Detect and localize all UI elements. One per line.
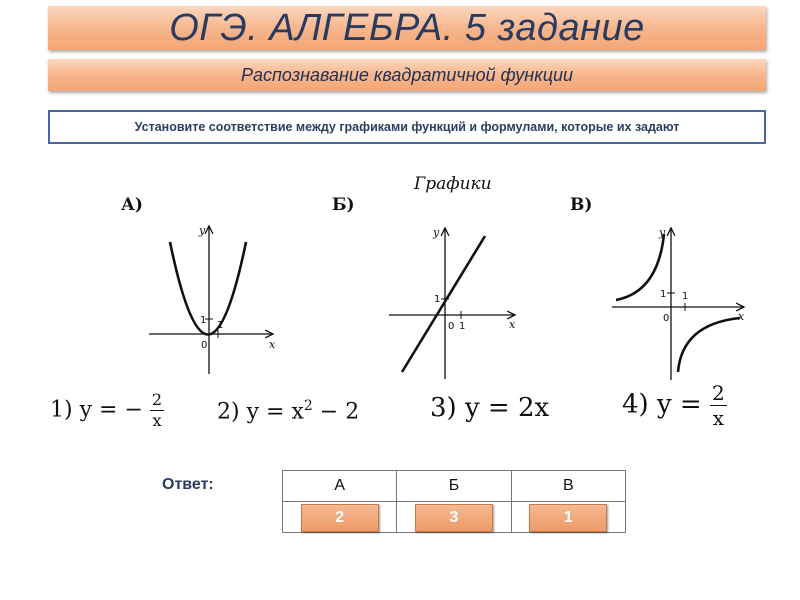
answer-header-a: А (283, 471, 397, 502)
answer-badge-b[interactable]: 3 (415, 504, 493, 532)
formula-2-power: 2 (303, 398, 313, 414)
graph-v-x-label: x (738, 310, 745, 323)
formula-1-number: 1) (50, 397, 73, 423)
formula-1 (50, 392, 164, 429)
graph-b-label: Б) (332, 195, 355, 215)
answer-label: Ответ: (162, 476, 214, 493)
graph-b-x-label: x (509, 318, 516, 331)
formula-3-number: 3) (430, 393, 457, 423)
page-subtitle: Распознавание квадратичной функции (240, 65, 574, 85)
graph-v-label: В) (570, 195, 593, 215)
answer-badge-a[interactable]: 2 (301, 504, 379, 532)
answer-value-row (283, 502, 626, 533)
subtitle-banner (48, 59, 766, 91)
graph-a-origin: 0 (201, 340, 208, 351)
answer-cell-a (283, 502, 397, 533)
graph-b-y-label: y (433, 226, 440, 239)
graph-v-tick-y: 1 (660, 289, 667, 300)
formula-2-rest: − 2 (312, 399, 360, 425)
formula-4-lhs: y = (656, 389, 702, 420)
graph-v-branch-right (678, 318, 740, 372)
graph-a-tick-x: 1 (217, 320, 224, 331)
formula-1-fraction (150, 392, 164, 429)
answer-table (282, 470, 626, 533)
graph-v-branch-left (616, 234, 667, 300)
figure-heading: Графики (414, 174, 492, 194)
answer-header-v: В (511, 471, 625, 502)
graph-b (385, 222, 525, 382)
task-box (48, 110, 766, 144)
task-instruction: Установите соответствие между графиками функций и формулами, которые их задают (134, 120, 680, 134)
answer-badge-v[interactable]: 1 (529, 504, 607, 532)
formula-1-denominator: x (152, 411, 162, 430)
graph-v-origin: 0 (663, 313, 670, 324)
graph-b-tick-x: 1 (459, 321, 466, 332)
graph-b-tick-y: 1 (434, 294, 441, 305)
graph-a (145, 222, 285, 382)
formula-4 (622, 383, 727, 428)
formula-3 (430, 393, 549, 423)
page-title: ОГЭ. АЛГЕБРА. 5 задание (169, 7, 645, 49)
answer-cell-b (397, 502, 511, 533)
answer-header-row (283, 471, 626, 502)
formula-1-lhs: y = − (79, 397, 143, 423)
graph-a-tick-y: 1 (200, 315, 207, 326)
graph-v-y-label: y (659, 226, 666, 239)
formula-2 (217, 398, 359, 424)
formula-4-denominator: x (712, 406, 724, 430)
formula-4-number: 4) (622, 389, 649, 420)
formula-3-lhs: y = 2x (464, 393, 550, 423)
answer-cell-v (511, 502, 625, 533)
formula-2-lhs: y = x (246, 399, 304, 425)
graph-v-tick-x: 1 (682, 291, 689, 302)
graph-a-x-label: x (269, 338, 276, 351)
answer-header-b: Б (397, 471, 511, 502)
graph-b-origin: 0 (448, 321, 455, 332)
graph-a-parabola (170, 242, 246, 335)
graph-b-line (402, 236, 485, 372)
formula-4-numerator: 2 (711, 381, 725, 405)
formula-1-numerator: 2 (151, 390, 163, 409)
graph-a-y-label: y (199, 224, 206, 237)
graph-a-label: А) (121, 195, 143, 215)
formula-2-number: 2) (217, 399, 240, 425)
graph-v (608, 222, 753, 382)
title-banner (48, 6, 766, 50)
formula-4-fraction (710, 383, 727, 428)
